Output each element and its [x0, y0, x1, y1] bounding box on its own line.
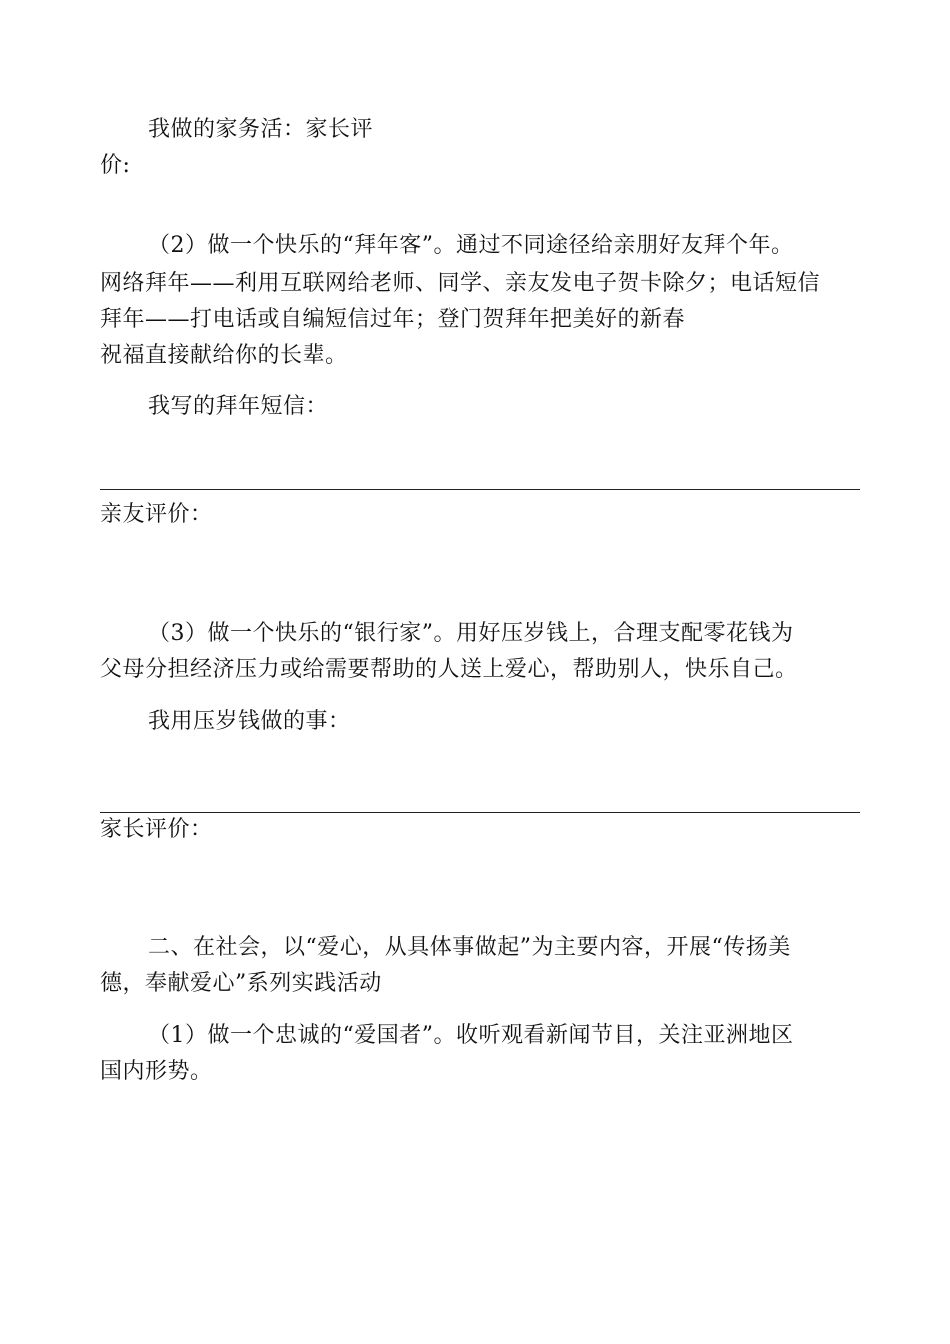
chores-line-2: 价: — [100, 153, 131, 178]
part2-line-1: 二、在社会，以“爱心，从具体事做起”为主要内容，开展“传扬美 — [148, 935, 791, 960]
section3-line-2: 父母分担经济压力或给需要帮助的人送上爱心，帮助别人，快乐自己。 — [100, 657, 798, 682]
lucky-money-prompt: 我用压岁钱做的事： — [148, 709, 351, 734]
part2-item1-line-2: 国内形势。 — [100, 1059, 213, 1084]
parent-evaluation-label: 家长评价： — [100, 817, 213, 842]
lucky-money-answer-rule — [100, 812, 860, 813]
greeting-sms-prompt: 我写的拜年短信： — [148, 394, 329, 419]
chores-line-1: 我做的家务活：家长评 — [148, 117, 374, 142]
greeting-sms-answer-rule — [100, 489, 860, 490]
part2-line-2: 德，奉献爱心”系列实践活动 — [100, 971, 382, 996]
friends-evaluation-label: 亲友评价： — [100, 502, 213, 527]
section2-line-2: 网络拜年——利用互联网给老师、同学、亲友发电子贺卡除夕；电话短信 — [100, 271, 821, 296]
section2-line-4: 祝福直接献给你的长辈。 — [100, 343, 348, 368]
part2-item1-line-1: （1）做一个忠诚的“爱国者”。收听观看新闻节目，关注亚洲地区 — [148, 1023, 794, 1048]
section2-line-1: （2）做一个快乐的“拜年客”。通过不同途径给亲朋好友拜个年。 — [148, 233, 794, 258]
section3-line-1: （3）做一个快乐的“银行家”。用好压岁钱上，合理支配零花钱为 — [148, 621, 794, 646]
section2-line-3: 拜年——打电话或自编短信过年；登门贺拜年把美好的新春 — [100, 307, 686, 332]
